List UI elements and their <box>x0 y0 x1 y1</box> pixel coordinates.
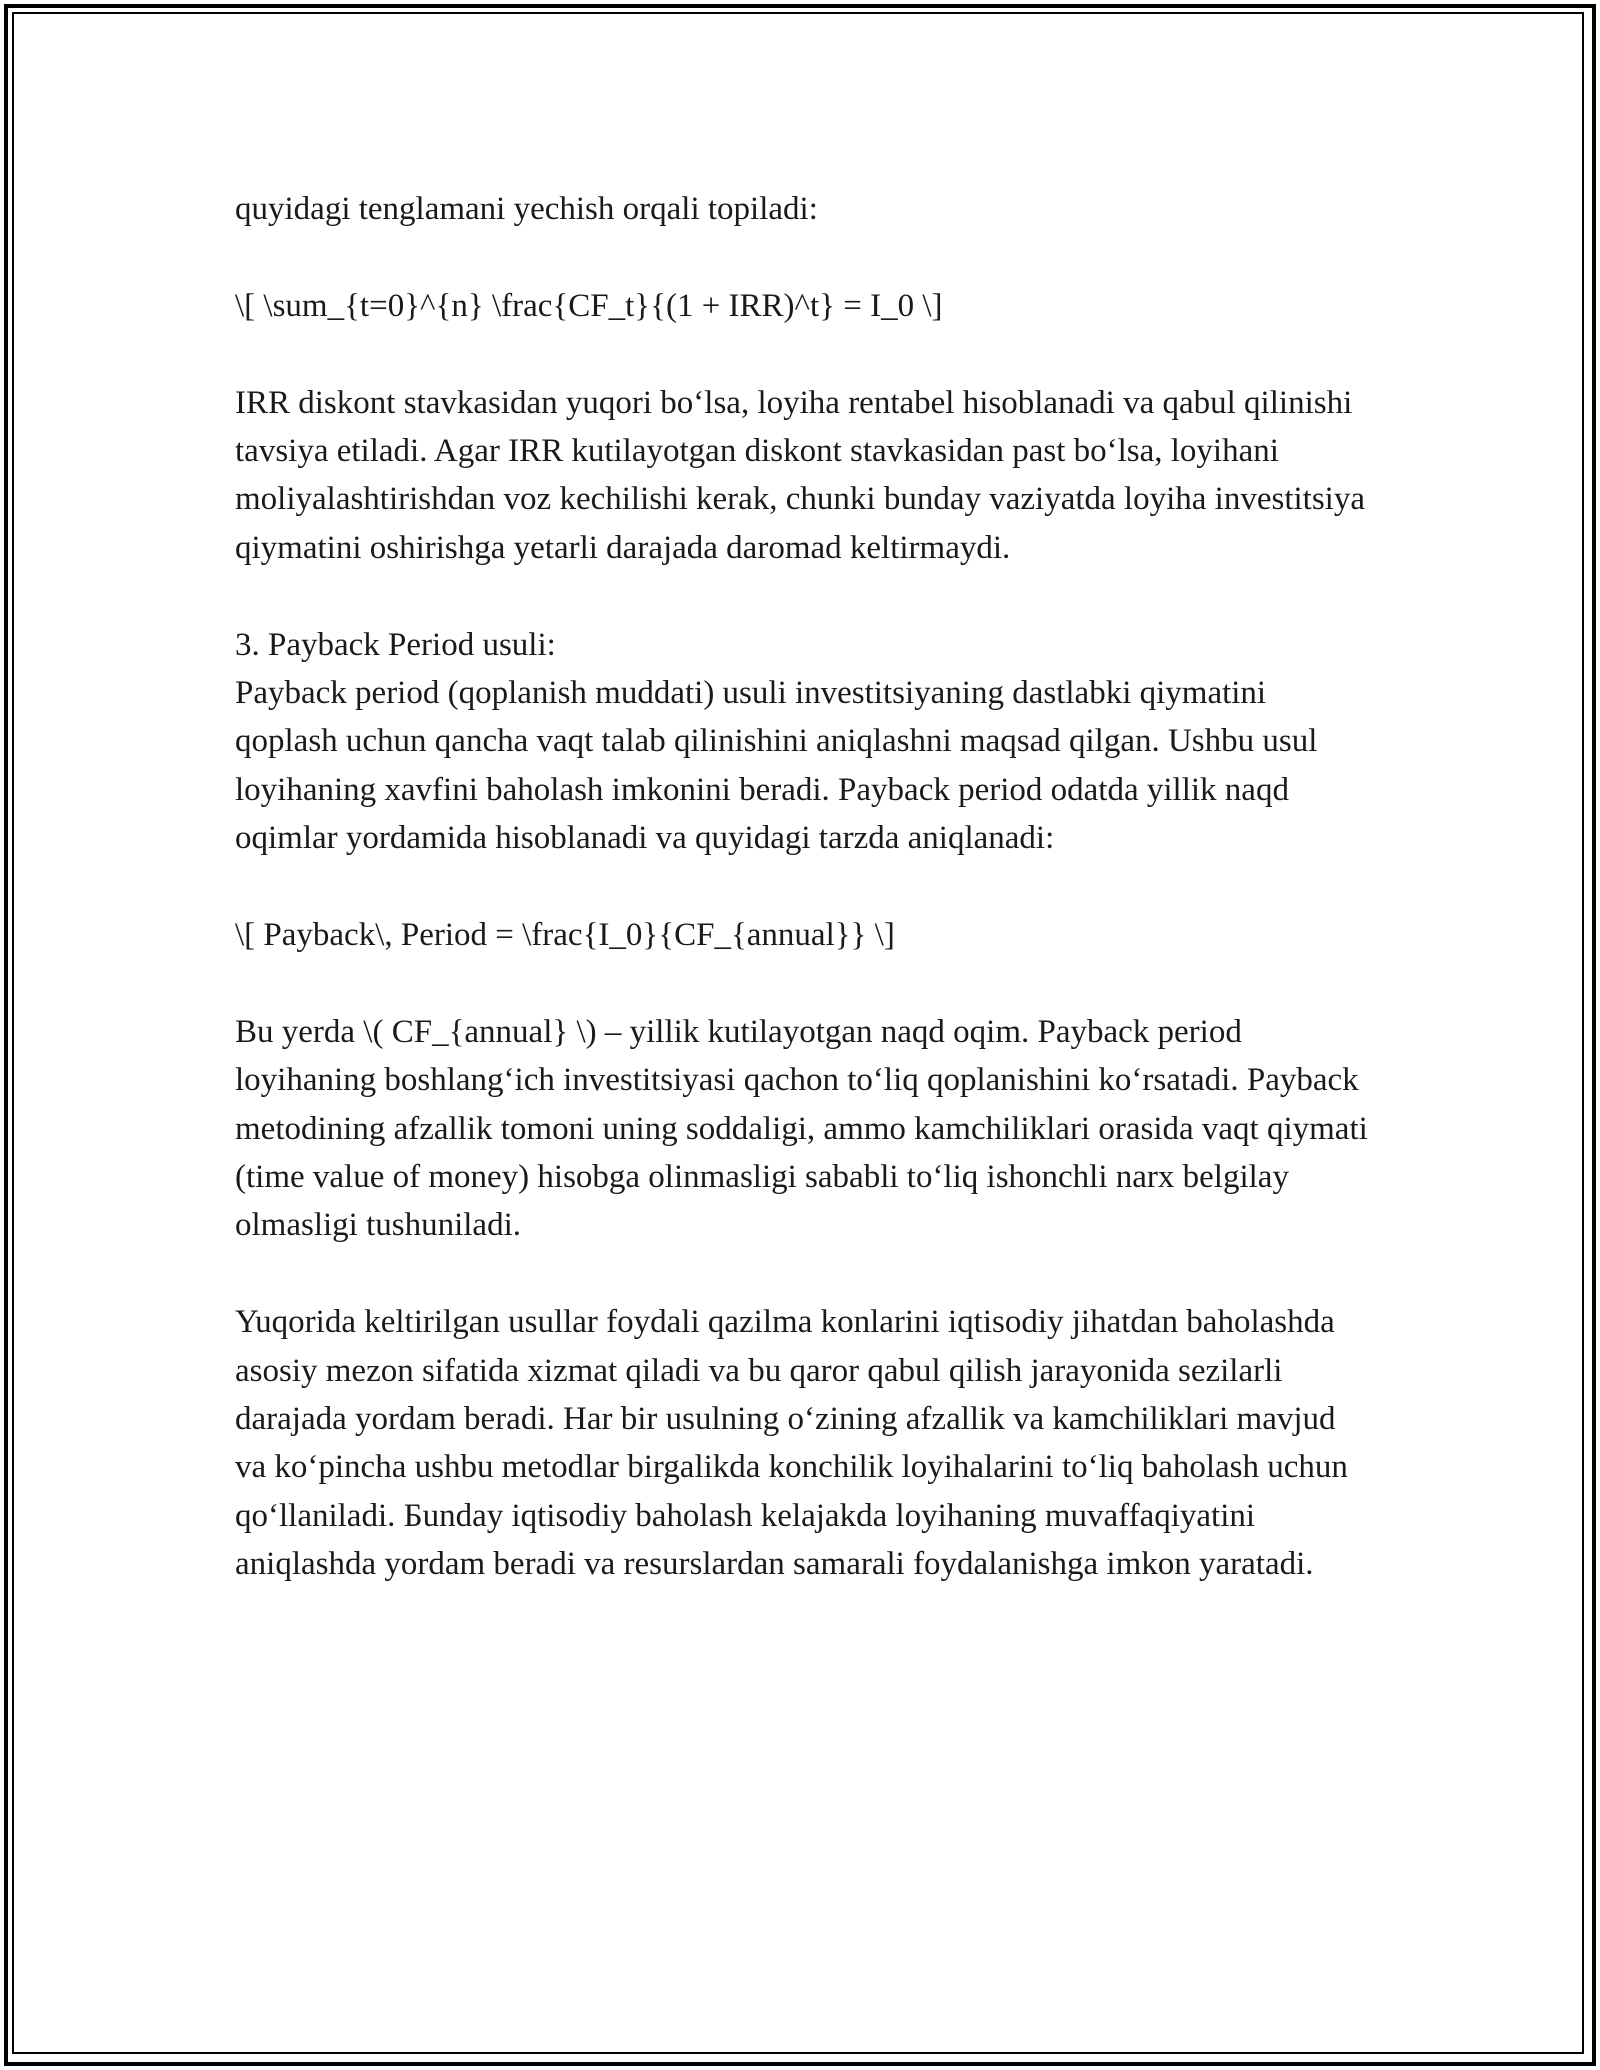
formula-irr: \[ \sum_{t=0}^{n} \frac{CF_t}{(1 + IRR)^t} = I_0 \] <box>235 287 943 324</box>
paragraph-intro: quyidagi tenglamani yechish orqali topiladi: <box>235 191 818 227</box>
formula-payback: \[ Payback\, Period = \frac{I_0}{CF_{annual}} \] <box>235 917 895 954</box>
paragraph-payback-definition: Payback period (qoplanish muddati) usuli investitsiyaning dastlabki qiymatini qoplash uchun qancha vaqt talab qilinishini aniqlashni maqsad qilgan. Ushbu usul loyihaning xavfini baholash imkonini beradi. Payback period odatda yillik naqd oqimlar yordamida hisoblanadi va quyidagi tarzda aniqlanadi: <box>235 675 1318 857</box>
paragraph-payback-explanation: Bu yerda \( CF_{annual} \) – yillik kutilayotgan naqd oqim. Payback period loyihaning boshlang‘ich investitsiyasi qachon to‘liq qoplanishini ko‘rsatadi. Payback metodining afzallik tomoni uning soddaligi, ammo kamchiliklari orasida vaqt qiymati (time value of money) hisobga olinmasligi sababli to‘liq ishonchli narx belgilay olmasligi tushuniladi. <box>235 1013 1368 1244</box>
document-body <box>235 185 1370 1589</box>
paragraph-conclusion: Yuqorida keltirilgan usullar foydali qazilma konlarini iqtisodiy jihatdan baholashda asosiy mezon sifatida xizmat qiladi va bu qaror qabul qilish jarayonida sezilarli darajada yordam beradi. Har bir usulning o‘zining afzallik va kamchiliklari mavjud va ko‘pincha ushbu metodlar birgalikda konchilik loyihalarini to‘liq baholash uchun qo‘llaniladi. Бunday iqtisodiy baholash kelajakda loyihaning muvaffaqiyatini aniqlashda yordam beradi va resurslardan samarali foydalanishga imkon yaratadi. <box>235 1304 1348 1583</box>
section-heading-payback: 3. Payback Period usuli: <box>235 626 556 663</box>
paragraph-irr-decision: IRR diskont stavkasidan yuqori bo‘lsa, loyiha rentabel hisoblanadi va qabul qilinishi tavsiya etiladi. Agar IRR kutilayotgan diskont stavkasidan past bo‘lsa, loyihani moliyalashtirishdan voz kechilishi kerak, chunki bunday vaziyatda loyiha investitsiya qiymatini oshirishga yetarli darajada daromad keltirmaydi. <box>235 384 1365 566</box>
